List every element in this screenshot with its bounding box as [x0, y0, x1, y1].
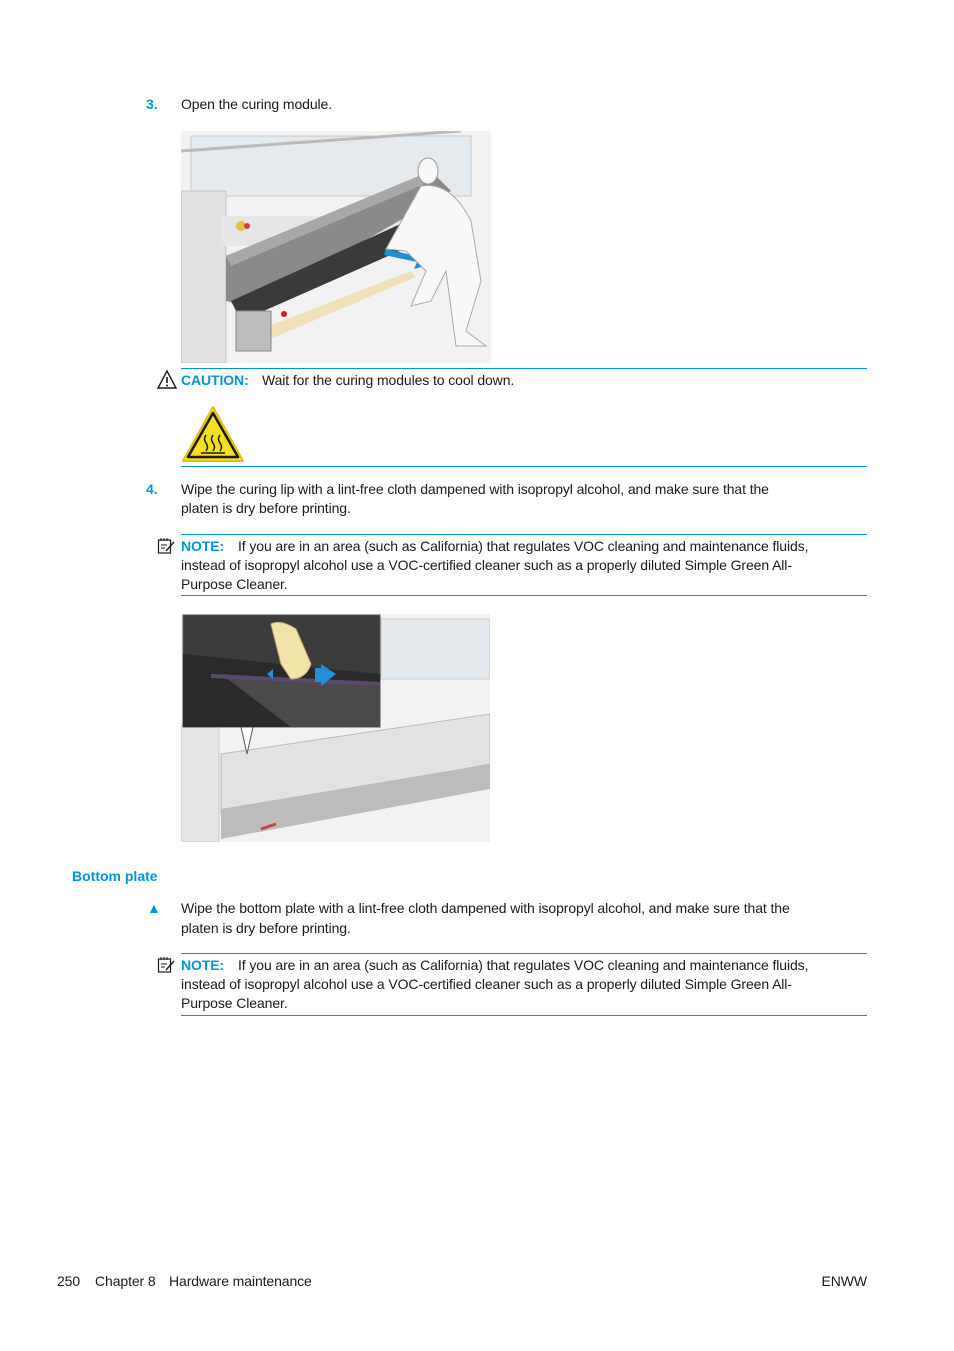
step-3-text: Open the curing module. — [181, 96, 333, 112]
footer-chapter-title: Hardware maintenance — [169, 1273, 312, 1289]
printer-illustration — [181, 131, 491, 363]
note1-top-rule — [181, 534, 867, 535]
note2-line3: Purpose Cleaner. — [181, 995, 288, 1011]
bullet-triangle-icon: ▲ — [147, 900, 161, 916]
note2-line2: instead of isopropyl alcohol use a VOC-certified cleaner such as a properly diluted Simple Green All- — [181, 976, 792, 992]
note-icon — [157, 537, 175, 555]
footer-page-number: 250 — [57, 1273, 81, 1289]
note1-line2: instead of isopropyl alcohol use a VOC-certified cleaner such as a properly diluted Simple Green All- — [181, 557, 792, 573]
step-number-3: 3. — [146, 96, 158, 112]
caution-bottom-rule — [181, 466, 867, 467]
bottom-plate-text-line2: platen is dry before printing. — [181, 920, 351, 936]
note2-line1: If you are in an area (such as California) that regulates VOC cleaning and maintenance fluids, — [238, 957, 809, 973]
note1-line3: Purpose Cleaner. — [181, 576, 288, 592]
caution-label: CAUTION: — [181, 372, 249, 388]
note-icon — [157, 956, 175, 974]
note2-bottom-rule — [181, 1015, 867, 1016]
step-number-4: 4. — [146, 481, 158, 497]
note2-top-rule — [181, 953, 867, 954]
caution-text: Wait for the curing modules to cool down. — [262, 372, 515, 388]
section-heading-bottom-plate: Bottom plate — [72, 868, 158, 884]
footer-locale: ENWW — [821, 1273, 867, 1289]
note1-label: NOTE: — [181, 538, 225, 554]
caution-top-rule — [181, 368, 867, 369]
hot-surface-icon — [181, 405, 245, 463]
footer-chapter: Chapter 8 — [95, 1273, 156, 1289]
figure-wipe-curing-lip — [181, 614, 490, 842]
note2-label: NOTE: — [181, 957, 225, 973]
curing-lip-illustration — [181, 614, 490, 842]
warning-triangle-icon — [157, 370, 177, 390]
note1-bottom-rule — [181, 595, 867, 596]
figure-open-curing-module — [181, 131, 491, 363]
note1-line1: If you are in an area (such as California) that regulates VOC cleaning and maintenance fluids, — [238, 538, 809, 554]
bottom-plate-text-line1: Wipe the bottom plate with a lint-free cloth dampened with isopropyl alcohol, and make sure that the — [181, 900, 790, 916]
step-4-text-line2: platen is dry before printing. — [181, 500, 351, 516]
step-4-text-line1: Wipe the curing lip with a lint-free cloth dampened with isopropyl alcohol, and make sure that the — [181, 481, 769, 497]
